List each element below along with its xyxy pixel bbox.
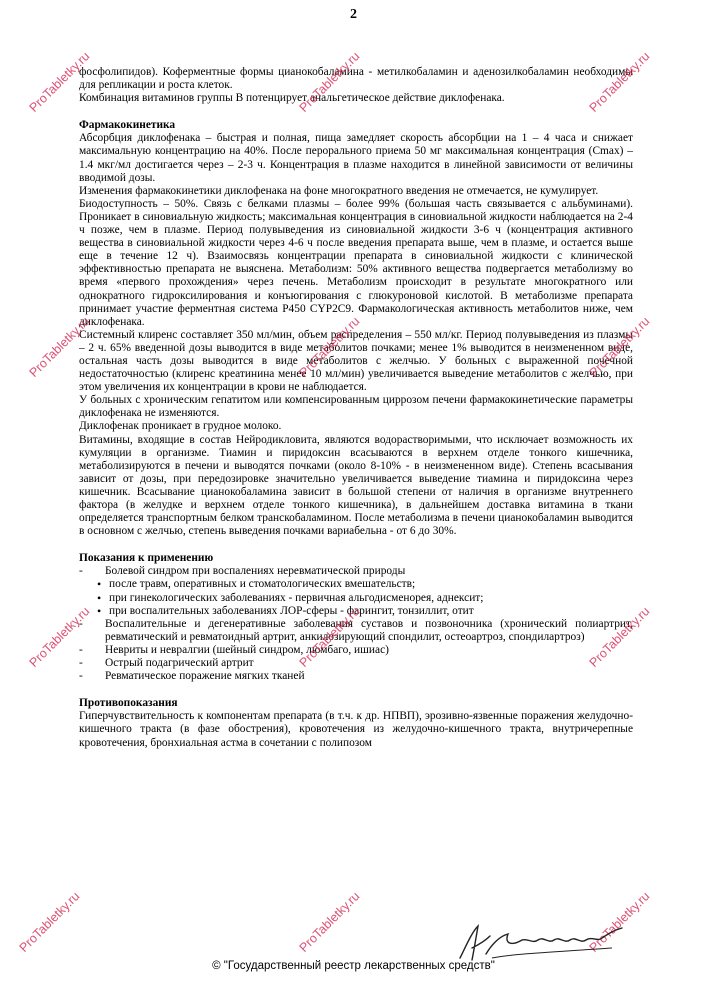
list-item: [79, 565, 633, 578]
footer-copyright: © "Государственный реестр лекарственных средств": [212, 960, 495, 972]
paragraph: Витамины, входящие в состав Нейродикловита, являются водорастворимыми, что исключает возможность их кумуляции в организме. Тиамин и пиридоксин всасываются в верхнем отделе тонкого кишечника, метаболизируются в печени и выводятся почками (около 8-10% - в неизмененном виде). Степень всасывания зависит от дозы, при передозировке значительно увеличивается выведение тиамина и пиридоксина через кишечник. Всасывание цианокобаламина зависит в большой степени от наличия в организме внутреннего фактора (в желудке и верхнем отделе тонкого кишечника), в дальнейшем доставка витамина в ткани определяется транспортным белком транскобаламином. После метаболизма в печени цианокобаламин выводится в основном с желчью, степень выведения почками вариабельна - от 6 до 30%.: [79, 433, 633, 538]
document-body: [79, 66, 633, 750]
bullet-item: • после травм, оперативных и стоматологических вмешательств;: [79, 578, 633, 591]
section-heading-pharmacokinetics: Фармакокинетика: [79, 119, 176, 132]
list-item: - Ревматическое поражение мягких тканей: [79, 670, 633, 683]
bullet-item: • при гинекологических заболеваниях - первичная альгодисменорея, аднексит;: [79, 592, 633, 605]
watermark: ProTabletky.ru: [26, 49, 93, 115]
paragraph: У больных с хроническим гепатитом или компенсированным циррозом печени фармакокинетические параметры диклофенака не изменяются.: [79, 394, 633, 420]
indications-sublist: [79, 578, 633, 617]
watermark: ProTabletky.ru: [296, 49, 363, 115]
paragraph: Гиперчувствительность к компонентам препарата (в т.ч. к др. НПВП), эрозивно-язвенные поражения желудочно-кишечного тракта (в фазе обострения), кровотечения из желудочно-кишечного тракта, внутричерепные кровотечения, бронхиальная астма в сочетании с полипозом: [79, 710, 633, 749]
watermark: ProTabletky.ru: [296, 604, 363, 670]
indications-list: [79, 618, 633, 683]
indications-list: [79, 565, 633, 578]
watermark: ProTabletky.ru: [26, 314, 93, 380]
intro-paragraph: Комбинация витаминов группы В потенцирует анальгетическое действие диклофенака.: [79, 92, 505, 105]
watermark: ProTabletky.ru: [586, 889, 653, 955]
watermark: ProTabletky.ru: [586, 314, 653, 380]
paragraph: Системный клиренс составляет 350 мл/мин, объем распределения – 550 мл/кг. Период полувыведения из плазмы – 2 ч. 65% введенной дозы выводится в виде метаболитов почками; менее 1% выводится в неизмененном виде, остальная часть дозы выводится в виде метаболитов с желчью. У больных с выраженной почечной недостаточностью (клиренс креатинина менее 10 мл/мин) увеличивается выведение метаболитов с желчью, при этом увеличения их концентрации в крови не наблюдается.: [79, 328, 633, 394]
watermark: ProTabletky.ru: [586, 49, 653, 115]
watermark: ProTabletky.ru: [296, 889, 363, 955]
list-item: - Воспалительные и дегенеративные заболевания суставов и позвоночника (хронический полиартрит, ревматический и ревматоидный артрит, анкилозирующий спондилит, остеоартроз, спондилартроз): [79, 618, 633, 644]
list-item: - Острый подагрический артрит: [79, 657, 633, 670]
list-item-text: Болевой синдром при воспалениях неревматической природы: [105, 565, 406, 578]
watermark: ProTabletky.ru: [586, 604, 653, 670]
section-heading-indications: Показания к применению: [79, 552, 214, 565]
paragraph: Диклофенак проникает в грудное молоко.: [79, 420, 282, 433]
watermark: ProTabletky.ru: [16, 889, 83, 955]
list-item: - Невриты и невралгии (шейный синдром, люмбаго, ишиас): [79, 644, 633, 657]
watermark: ProTabletky.ru: [296, 314, 363, 380]
intro-paragraph: фосфолипидов). Коферментные формы цианокобаламина - метилкобаламин и аденозилкобаламин необходимы для репликации и роста клеток.: [79, 66, 633, 92]
paragraph: Изменения фармакокинетики диклофенака на фоне многократного введения не отмечается, не кумулирует.: [79, 184, 599, 197]
section-heading-contraindications: Противопоказания: [79, 697, 178, 710]
bullet-item: • при воспалительных заболеваниях ЛОР-сферы - фарингит, тонзиллит, отит: [79, 605, 633, 618]
page-number: 2: [350, 7, 357, 22]
paragraph: Абсорбция диклофенака – быстрая и полная, пища замедляет скорость абсорбции на 1 – 4 часа и снижает максимальную концентрацию на 40%. После перорального приема 50 мг максимальная концентрация (Cmax) – 1.4 мкг/мл достигается через – 2-3 ч. Концентрация в плазме находится в линейной зависимости от величины вводимой дозы.: [79, 132, 633, 184]
watermark: ProTabletky.ru: [26, 604, 93, 670]
paragraph: Биодоступность – 50%. Связь с белками плазмы – более 99% (большая часть связывается с альбуминами). Проникает в синовиальную жидкость; максимальная концентрация в синовиальной жидкости наблюдается на 2-4 ч позже, чем в плазме. Период полувыведения из синовиальной жидкости 3-6 ч (концентрация активного вещества в синовиальной жидкости через 4-6 ч после введения препарата выше, чем в плазме, и остается выше еще в течение 12 ч). Взаимосвязь концентрации препарата в синовиальной жидкости с клинической эффективностью препарата не выяснена. Метаболизм: 50% активного вещества подвергается метаболизму во время «первого прохождения» через печень. Метаболизм происходит в результате многократного или однократного гидроксилирования и конъюгирования с глюкуроновой кислотой. В метаболизме препарата принимает участие ферментная система P450 CYP2C9. Фармакологическая активность метаболитов ниже, чем диклофенака.: [79, 197, 633, 328]
